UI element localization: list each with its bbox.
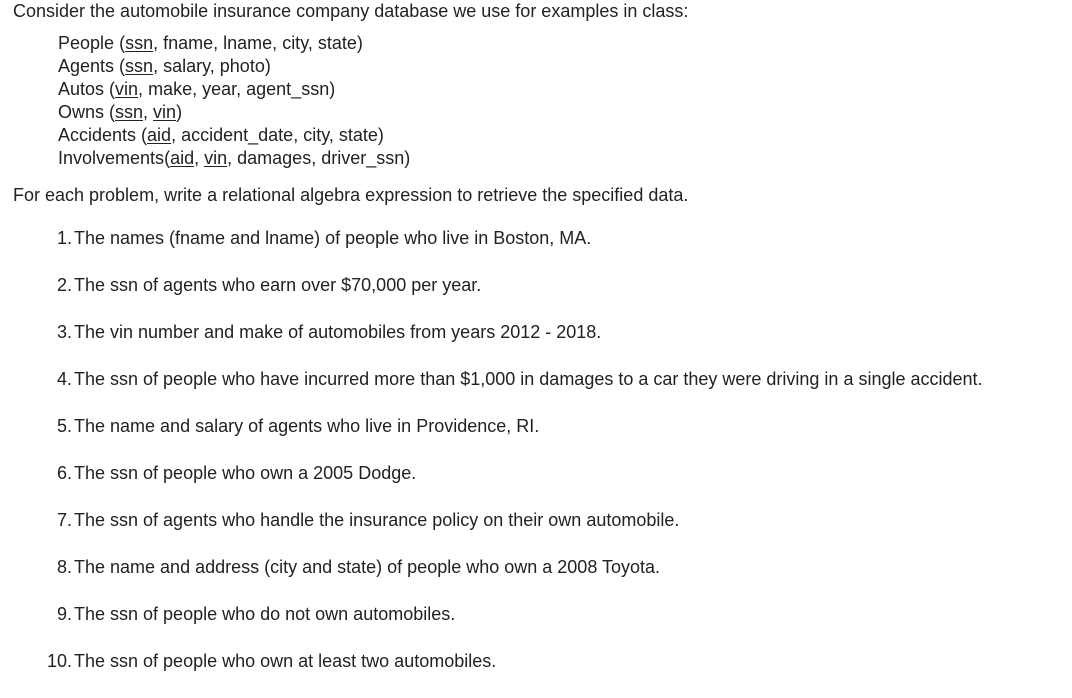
problem-number: 4. (56, 369, 72, 389)
problem-item (30, 463, 983, 510)
attribute: agent_ssn (246, 79, 330, 99)
problem-item (30, 275, 983, 322)
problem-item (30, 557, 983, 604)
problem-text: The ssn of people who have incurred more than $1,000 in damages to a car they were driving in a single accident. (74, 369, 983, 389)
schema-row-autos: Autos (vin, make, year, agent_ssn) (58, 79, 336, 99)
problem-text: The names (fname and lname) of people who live in Boston, MA. (74, 228, 592, 248)
key-attribute: ssn (125, 56, 154, 76)
attribute: driver_ssn (321, 148, 405, 168)
attribute: make (148, 79, 193, 99)
schema-row-accidents: Accidents (aid, accident_date, city, state) (58, 125, 384, 145)
attribute: city (303, 125, 329, 145)
problem-text: The name and address (city and state) of people who own a 2008 Toyota. (74, 557, 661, 577)
attribute: salary (163, 56, 210, 76)
key-attribute: ssn (115, 102, 144, 122)
schema-row-owns: Owns (ssn, vin) (58, 102, 183, 122)
problem-text: The ssn of people who own a 2005 Dodge. (74, 463, 417, 483)
problem-number: 2. (56, 275, 72, 295)
relation-name: Owns (58, 102, 105, 122)
problem-text: The ssn of people who do not own automobiles. (74, 604, 456, 624)
instruction-text: For each problem, write a relational algebra expression to retrieve the specified data. (13, 185, 689, 205)
schema-list (58, 32, 410, 170)
problem-number: 5. (56, 416, 72, 436)
problem-number: 9. (56, 604, 72, 624)
problem-item (30, 322, 983, 369)
attribute: damages (237, 148, 312, 168)
problem-item (30, 228, 983, 275)
problem-number: 7. (56, 510, 72, 530)
key-attribute: aid (147, 125, 172, 145)
intro-text: Consider the automobile insurance company database we use for examples in class: (13, 1, 689, 21)
problem-number: 10. (46, 651, 72, 671)
key-attribute: aid (170, 148, 195, 168)
attribute: fname (163, 33, 214, 53)
problem-item (30, 604, 983, 651)
attribute: year (202, 79, 237, 99)
problem-number: 1. (56, 228, 72, 248)
problem-number: 8. (56, 557, 72, 577)
attribute: city (282, 33, 308, 53)
relation-name: Involvements (58, 148, 165, 168)
relation-name: Autos (58, 79, 105, 99)
key-attribute: vin (115, 79, 139, 99)
problem-item (30, 651, 983, 698)
attribute: accident_date (181, 125, 294, 145)
key-attribute: vin (204, 148, 228, 168)
problem-list (30, 228, 983, 698)
schema-row-involvements: Involvements(aid, vin, damages, driver_ssn) (58, 148, 411, 168)
problem-item (30, 510, 983, 557)
problem-number: 6. (56, 463, 72, 483)
schema-row-agents: Agents (ssn, salary, photo) (58, 56, 271, 76)
problem-item (30, 416, 983, 463)
problem-text: The ssn of people who own at least two automobiles. (74, 651, 497, 671)
key-attribute: vin (153, 102, 177, 122)
attribute: state (338, 125, 378, 145)
problem-text: The ssn of agents who handle the insurance policy on their own automobile. (74, 510, 680, 530)
attribute: photo (219, 56, 265, 76)
problem-number: 3. (56, 322, 72, 342)
relation-name: Agents (58, 56, 115, 76)
relation-name: Accidents (58, 125, 137, 145)
attribute: state (317, 33, 357, 53)
attribute: lname (223, 33, 273, 53)
schema-row-people: People (ssn, fname, lname, city, state) (58, 33, 363, 53)
relation-name: People (58, 33, 115, 53)
problem-item (30, 369, 983, 416)
problem-text: The vin number and make of automobiles from years 2012 - 2018. (74, 322, 602, 342)
problem-text: The ssn of agents who earn over $70,000 per year. (74, 275, 482, 295)
key-attribute: ssn (125, 33, 154, 53)
problem-text: The name and salary of agents who live in Providence, RI. (74, 416, 540, 436)
